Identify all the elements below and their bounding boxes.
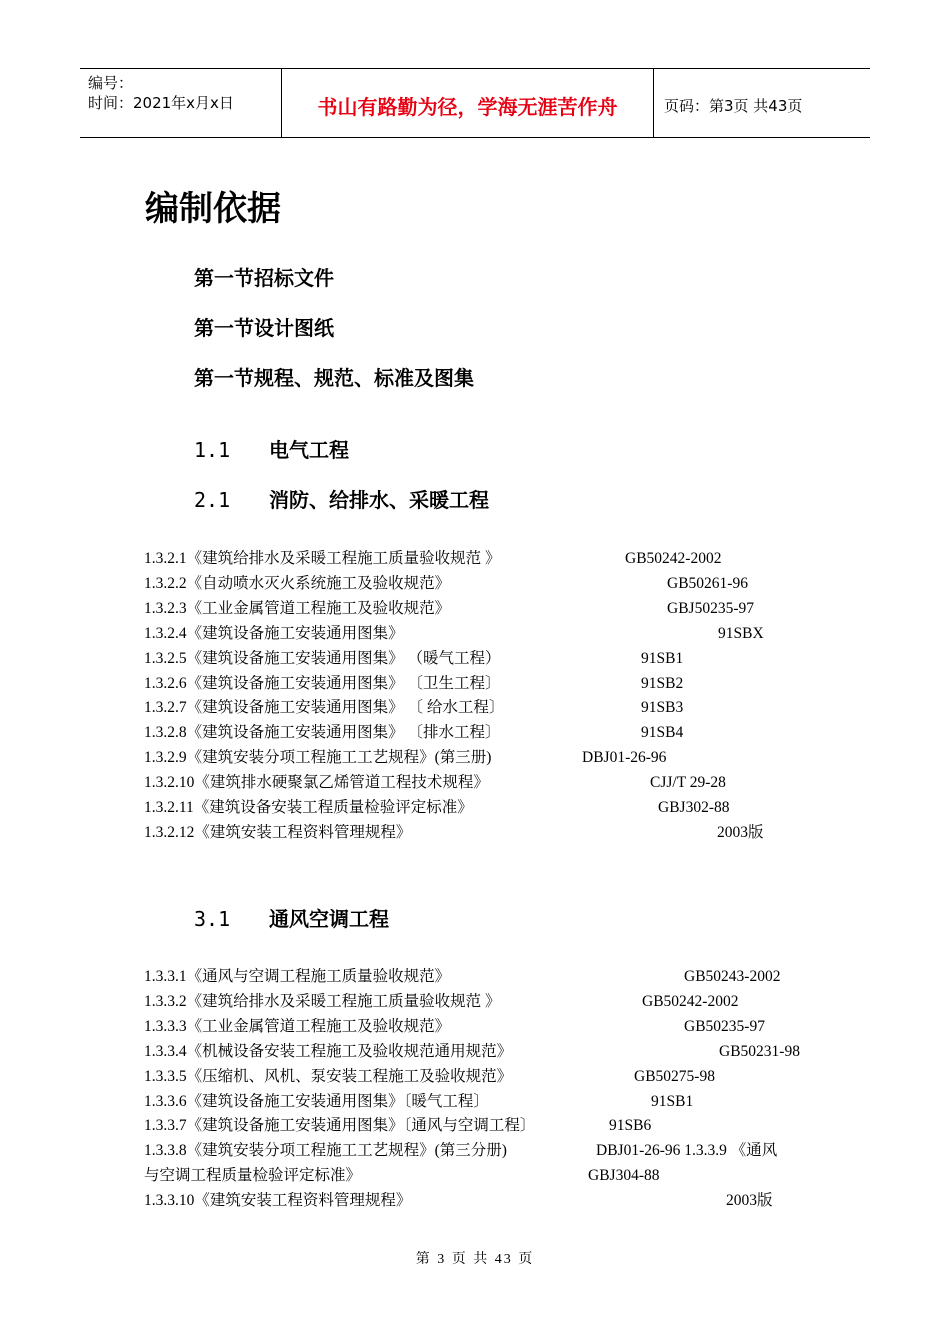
standard-item — [144, 599, 754, 619]
standard-name: 与空调工程质量检验评定标准》 — [144, 1167, 362, 1185]
standard-code: GBJ302-88 — [658, 799, 730, 816]
standard-item — [144, 549, 722, 569]
subsection-label: 通风空调工程 — [269, 907, 389, 931]
section-standards: 第一节规程、规范、标准及图集 — [194, 366, 474, 390]
standard-item — [144, 1067, 715, 1087]
standard-item — [144, 748, 667, 768]
standard-item — [144, 1191, 773, 1211]
standard-item — [144, 798, 730, 818]
standard-code: GB50231-98 — [719, 1042, 800, 1060]
standard-name: 1.3.3.7《建筑设备施工安装通用图集》〔通风与空调工程〕 — [144, 1117, 536, 1135]
standard-name: 1.3.2.9《建筑安装分项工程施工工艺规程》(第三册) — [144, 749, 492, 767]
standard-name: 1.3.3.10《建筑安装工程资料管理规程》 — [144, 1192, 412, 1210]
header-page-info: 页码：第3页 共43页 — [664, 96, 803, 115]
standard-item — [144, 1017, 765, 1037]
standard-name: 1.3.2.7《建筑设备施工安装通用图集》 〔 给水工程〕 — [144, 699, 505, 717]
standard-code: GB50242-2002 — [642, 992, 739, 1010]
standard-item — [144, 1092, 694, 1112]
standard-code: 2003版 — [717, 823, 764, 841]
standard-code: GB50243-2002 — [684, 968, 781, 985]
standard-name: 1.3.2.12《建筑安装工程资料管理规程》 — [144, 823, 412, 841]
standard-name: 1.3.2.10《建筑排水硬聚氯乙烯管道工程技术规程》 — [144, 774, 489, 792]
standard-item — [144, 649, 684, 669]
standard-code: GB50261-96 — [667, 574, 748, 592]
standard-name: 1.3.2.2《自动喷水灭火系统施工及验收规范》 — [144, 574, 451, 592]
standard-code: 91SB6 — [609, 1117, 652, 1135]
standard-name: 1.3.2.3《工业金属管道工程施工及验收规范》 — [144, 599, 451, 617]
standard-name: 1.3.2.4《建筑设备施工安装通用图集》 — [144, 624, 404, 642]
standard-item — [144, 992, 739, 1012]
standard-code: GB50235-97 — [684, 1017, 765, 1035]
standard-code: 91SBX — [718, 624, 764, 642]
subsection-electrical — [194, 437, 349, 463]
document-title: 编制依据 — [145, 189, 281, 229]
subsection-label: 电气工程 — [269, 438, 349, 462]
standard-name: 1.3.3.6《建筑设备施工安装通用图集》〔暖气工程〕 — [144, 1092, 489, 1110]
standard-code: 2003版 — [726, 1192, 773, 1210]
subsection-number: 1.1 — [194, 438, 231, 462]
standard-item — [144, 698, 684, 718]
standard-name: 1.3.3.5《压缩机、风机、泵安装工程施工及验收规范》 — [144, 1067, 513, 1085]
subsection-number: 2.1 — [194, 488, 231, 512]
standard-item — [144, 624, 764, 644]
page-header — [80, 68, 870, 138]
standard-code: GBJ50235-97 — [667, 599, 754, 617]
subsection-hvac — [194, 906, 389, 932]
standard-code: 91SB1 — [641, 649, 684, 667]
standard-name: 1.3.3.2《建筑给排水及采暖工程施工质量验收规范 》 — [144, 992, 501, 1010]
standard-name: 1.3.3.8《建筑安装分项工程施工工艺规程》(第三分册) — [144, 1142, 507, 1160]
standard-code: 91SB3 — [641, 699, 684, 717]
standard-item — [144, 1116, 652, 1136]
standard-code: 91SB4 — [641, 724, 684, 742]
standard-item — [144, 1042, 800, 1062]
standard-code: DBJ01-26-96 — [582, 749, 667, 767]
standard-code: GB50242-2002 — [625, 550, 722, 567]
standard-code: GBJ304-88 — [588, 1167, 660, 1185]
standard-item — [144, 823, 764, 843]
subsection-number: 3.1 — [194, 907, 231, 931]
section-design-drawings: 第一节设计图纸 — [194, 316, 334, 340]
standard-item — [144, 967, 781, 987]
standard-name: 1.3.3.4《机械设备安装工程施工及验收规范通用规范》 — [144, 1042, 513, 1060]
standard-item — [144, 674, 684, 694]
standard-name: 1.3.2.1《建筑给排水及采暖工程施工质量验收规范 》 — [144, 550, 501, 567]
standard-item — [144, 1166, 660, 1186]
standard-item — [144, 574, 748, 594]
standard-name: 1.3.2.11《建筑设备安装工程质量检验评定标准》 — [144, 799, 473, 816]
standard-code: CJJ/T 29-28 — [650, 774, 726, 792]
standard-code: DBJ01-26-96 1.3.3.9 《通风 — [596, 1142, 778, 1160]
standard-name: 1.3.2.5《建筑设备施工安装通用图集》 （暖气工程） — [144, 649, 501, 667]
subsection-label: 消防、给排水、采暖工程 — [269, 488, 489, 512]
header-meta — [80, 69, 282, 137]
standard-name: 1.3.3.3《工业金属管道工程施工及验收规范》 — [144, 1017, 451, 1035]
standard-item — [144, 723, 684, 743]
standard-name: 1.3.2.8《建筑设备施工安装通用图集》 〔排水工程〕 — [144, 724, 501, 742]
page-footer: 第 3 页 共 43 页 — [415, 1252, 535, 1267]
standard-code: 91SB1 — [651, 1092, 694, 1110]
standard-item — [144, 773, 726, 793]
standard-item — [144, 1141, 778, 1161]
date-label: 时间：2021年x月x日 — [88, 94, 234, 112]
standard-code: GB50275-98 — [634, 1067, 715, 1085]
standard-name: 1.3.2.6《建筑设备施工安装通用图集》 〔卫生工程〕 — [144, 674, 501, 692]
section-tender-docs: 第一节招标文件 — [194, 266, 334, 290]
standard-name: 1.3.3.1《通风与空调工程施工质量验收规范》 — [144, 968, 451, 985]
standard-code: 91SB2 — [641, 674, 684, 692]
serial-label: 编号： — [88, 74, 134, 92]
header-motto: 书山有路勤为径，学海无涯苦作舟 — [282, 69, 654, 137]
subsection-plumbing — [194, 487, 489, 513]
